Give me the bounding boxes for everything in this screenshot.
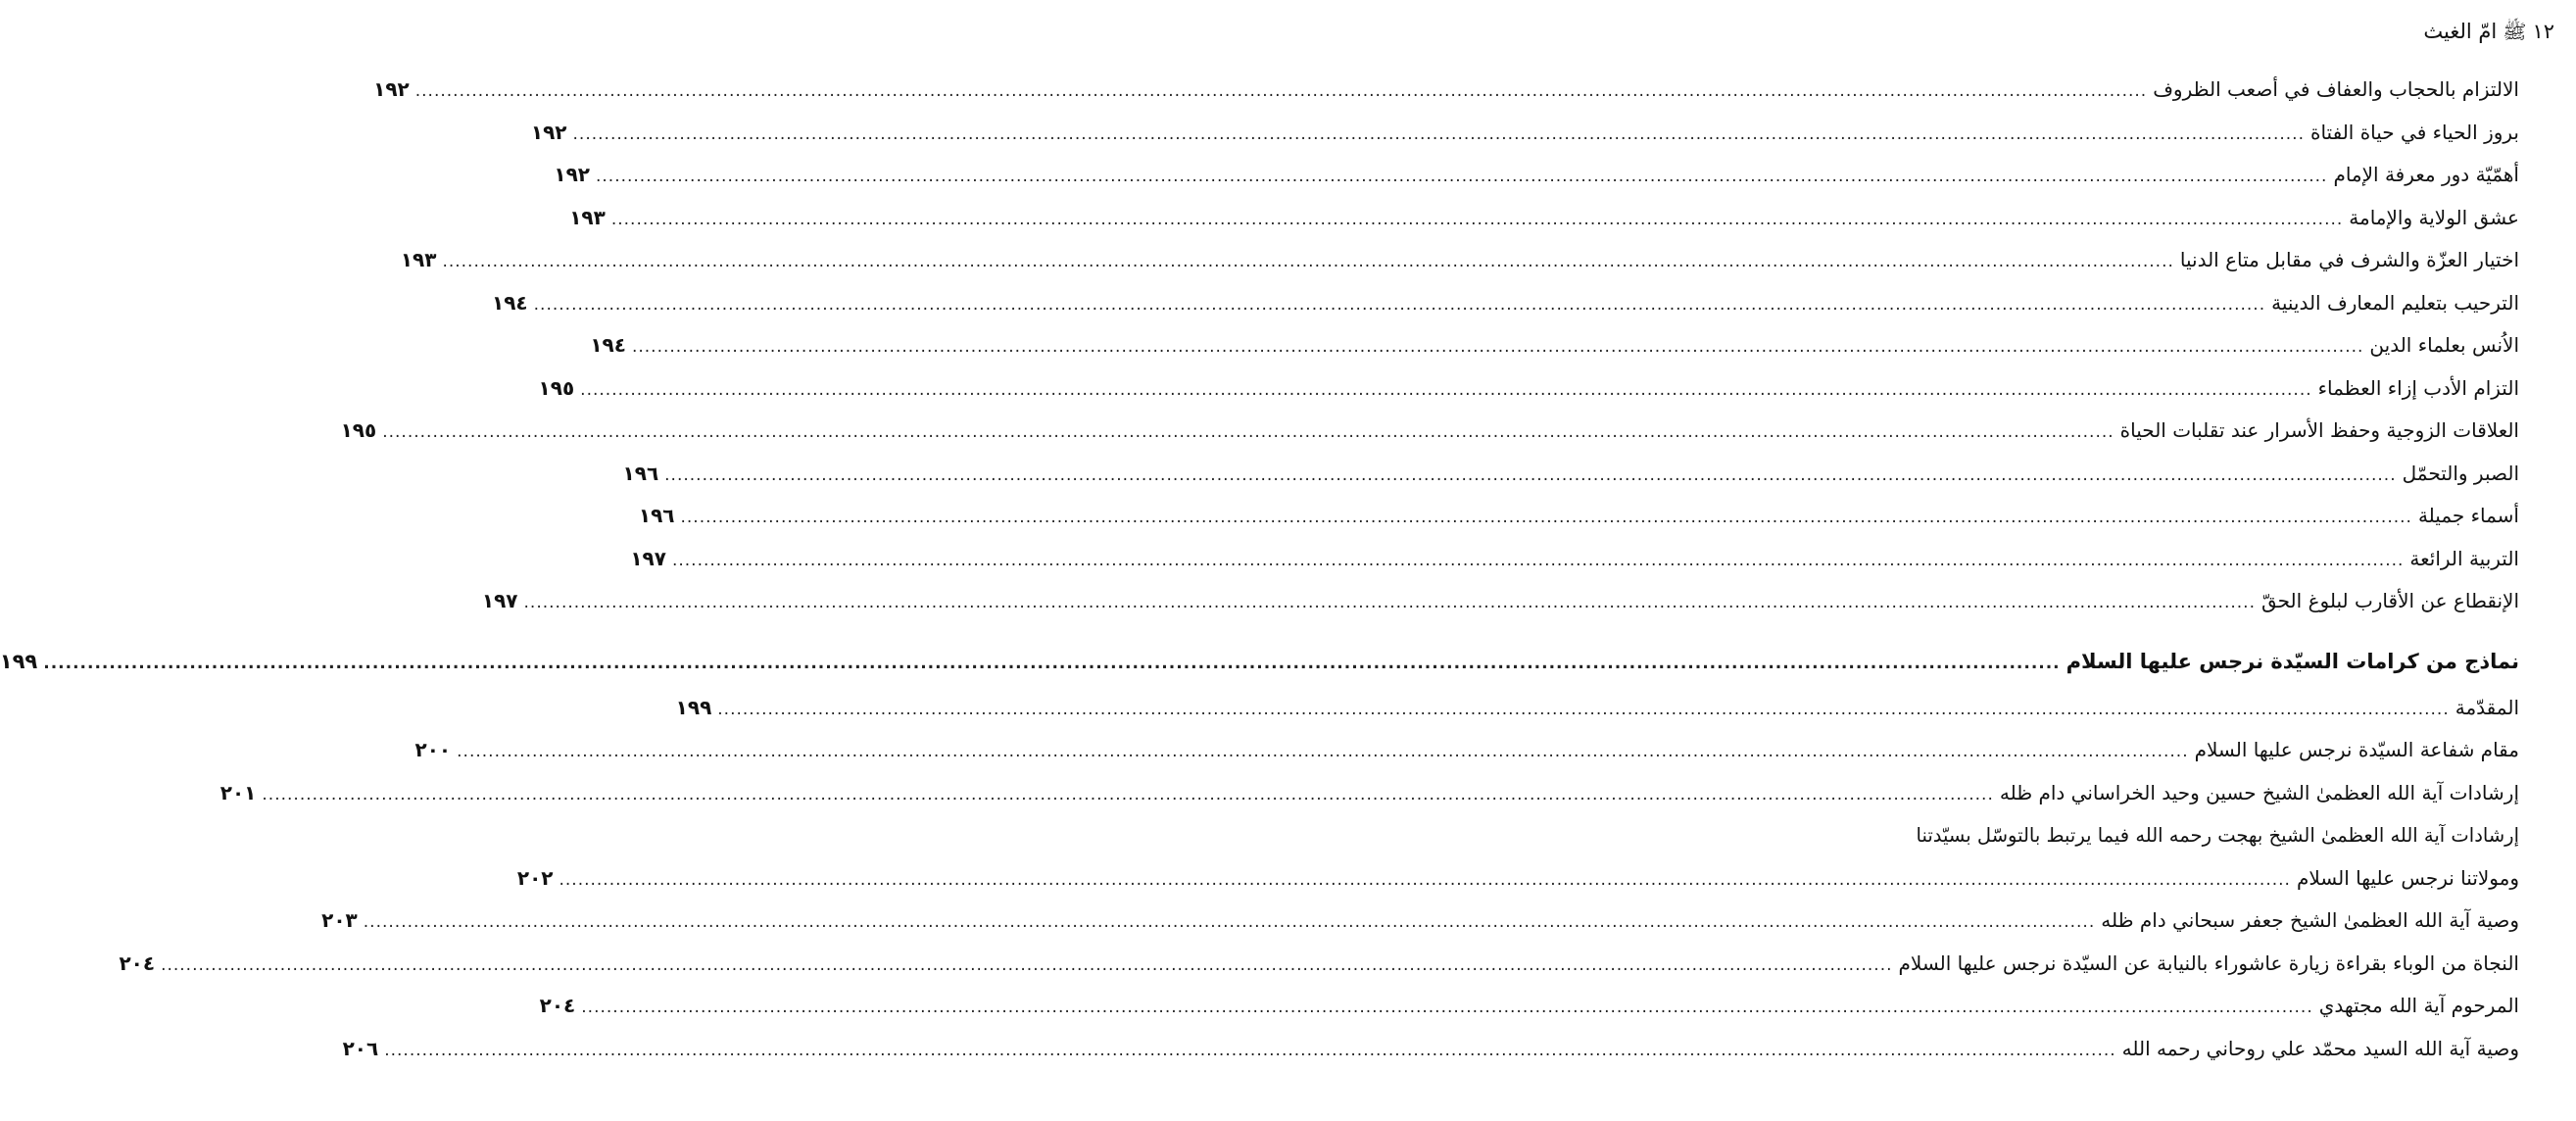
toc-entry-title: الترحيب بتعليم المعارف الدينية: [2271, 290, 2519, 315]
toc-entry: [481, 580, 2519, 623]
toc-chapter-heading: [0, 637, 2519, 687]
book-title: امّ الغيث: [2423, 20, 2498, 43]
toc-entry-page: ٢٠٣: [321, 908, 358, 932]
dot-leader: [664, 455, 2396, 498]
toc-entry-page: ٢٠٤: [119, 950, 156, 975]
dot-leader: [415, 71, 2147, 114]
toc-entry-page: ١٩٩: [675, 695, 712, 719]
toc-entry-title: وصية آية الله السيد محمّد علي روحاني رحمه الله: [2121, 1036, 2519, 1060]
dot-leader: [364, 902, 2095, 945]
toc-entry: [622, 453, 2519, 496]
dot-leader: [596, 156, 2327, 199]
toc-entry-page: ١٩٢: [373, 77, 410, 101]
toc-entry-page: ١٩٤: [590, 333, 626, 357]
toc-entry-title: أسماء جميلة: [2417, 504, 2519, 527]
toc-entry-title: المرحوم آية الله مجتهدي: [2318, 994, 2519, 1017]
toc-entry-title: العلاقات الزوجية وحفظ الأسرار عند تقلبات الحياة: [2119, 418, 2519, 442]
toc-entry: [219, 772, 2519, 815]
toc-entry-page: ٢٠١: [219, 780, 257, 804]
toc-entry: [530, 112, 2519, 155]
toc-entry: [539, 985, 2519, 1028]
toc-entry-page: ٢٠٢: [516, 865, 554, 890]
toc-entry-title: مقام شفاعة السيّدة نرجس عليها السلام: [2194, 738, 2519, 761]
dot-leader: [457, 731, 2188, 774]
dot-leader: [382, 412, 2114, 455]
toc-entry: [554, 154, 2519, 197]
dot-leader: [43, 639, 2060, 689]
toc-entry-page: ١٩٧: [481, 589, 518, 612]
dot-leader: [262, 774, 1993, 817]
dot-leader: [524, 582, 2256, 625]
dot-leader: [580, 369, 2311, 413]
toc-entry-title: ومولاتنا نرجس عليها السلام: [2296, 865, 2519, 890]
toc-entry-title: الاُنس بعلماء الدين: [2369, 333, 2519, 357]
toc-entry: [342, 1028, 2519, 1071]
dot-leader: [559, 859, 2290, 902]
toc-entry: [340, 410, 2519, 453]
toc-entry-page: ١٩٩: [0, 649, 38, 673]
toc-entry: [516, 857, 2519, 901]
dot-leader: [384, 1030, 2115, 1073]
dot-leader: [581, 987, 2312, 1030]
toc-entry-page: ١٩٢: [530, 120, 567, 144]
toc-entry: [675, 687, 2519, 730]
toc-entry-title: أهمّيّة دور معرفة الإمام: [2333, 163, 2519, 186]
toc-entry-title: الصبر والتحمّل: [2402, 461, 2519, 485]
toc-entry-title: المقدّمة: [2454, 695, 2519, 719]
toc-entry: [119, 943, 2519, 986]
toc-entry: [630, 538, 2519, 581]
toc-entry-title: التربية الرائعة: [2409, 546, 2519, 570]
dot-leader: [681, 497, 2412, 540]
dot-leader: [573, 114, 2305, 157]
toc-entry-page: ١٩٥: [538, 375, 575, 400]
toc-entry: [414, 729, 2519, 772]
toc-entry: [569, 197, 2519, 240]
toc-entry: [492, 282, 2519, 325]
toc-entry-title: النجاة من الوباء بقراءة زيارة عاشوراء بالنيابة عن السيّدة نرجس عليها السلام: [1898, 950, 2519, 975]
toc-entry: [590, 324, 2519, 367]
running-header: [1912, 14, 2554, 49]
dot-leader: [717, 689, 2449, 732]
toc-entry: [373, 69, 2519, 112]
toc-entry-title: اختيار العزّة والشرف في مقابل متاع الدنيا: [2179, 248, 2519, 271]
dot-leader: [534, 284, 2265, 327]
toc-entry-page: ١٩٤: [492, 290, 528, 315]
ornament-icon: ﷺ: [2503, 20, 2527, 43]
toc-entry-page: ٢٠٦: [342, 1036, 379, 1060]
toc-entry-title: بروز الحياء في حياة الفتاة: [2309, 120, 2519, 144]
toc-entry-title: إرشادات آية الله العظمىٰ الشيخ حسين وحيد الخراساني دام ظله: [1999, 780, 2519, 804]
toc-entry-page: ٢٠٤: [539, 994, 576, 1017]
toc-entry-title: وصية آية الله العظمىٰ الشيخ جعفر سبحاني دام ظله: [2101, 908, 2519, 932]
toc-entry-page: ١٩٦: [638, 504, 675, 527]
toc-entry-page: ١٩٧: [630, 546, 666, 570]
dot-leader: [672, 540, 2404, 583]
toc-entry-title: إرشادات آية الله العظمىٰ الشيخ بهجت رحمه الله فيما يرتبط بالتوسّل بسيّدتنا: [1916, 824, 2519, 847]
toc-entry-title: الالتزام بالحجاب والعفاف في أصعب الظروف: [2153, 77, 2519, 101]
table-of-contents: [0, 69, 2519, 1070]
toc-entry: [400, 239, 2519, 282]
dot-leader: [632, 326, 2363, 369]
dot-leader: [442, 241, 2173, 284]
toc-entry: [538, 367, 2519, 411]
toc-entry-title: الإنقطاع عن الأقارب لبلوغ الحقّ: [2260, 589, 2519, 612]
toc-entry: [638, 495, 2519, 538]
toc-entry-page: ٢٠٠: [414, 738, 452, 761]
toc-entry: [321, 900, 2519, 943]
toc-entry-title: عشق الولاية والإمامة: [2349, 205, 2519, 229]
dot-leader: [161, 945, 1892, 988]
toc-entry-page: ١٩٦: [622, 461, 659, 485]
dot-leader: [611, 199, 2343, 242]
toc-entry-page: ١٩٥: [340, 418, 377, 442]
toc-entry-page: ١٩٣: [400, 248, 437, 271]
toc-entry: [1916, 814, 2519, 857]
toc-entry-page: ١٩٢: [554, 163, 590, 186]
toc-entry-title: نماذج من كرامات السيّدة نرجس عليها السلام: [2066, 649, 2519, 673]
toc-entry-title: التزام الأدب إزاء العظماء: [2317, 375, 2519, 400]
page-number: ١٢: [2532, 20, 2554, 43]
toc-entry-page: ١٩٣: [569, 205, 606, 229]
